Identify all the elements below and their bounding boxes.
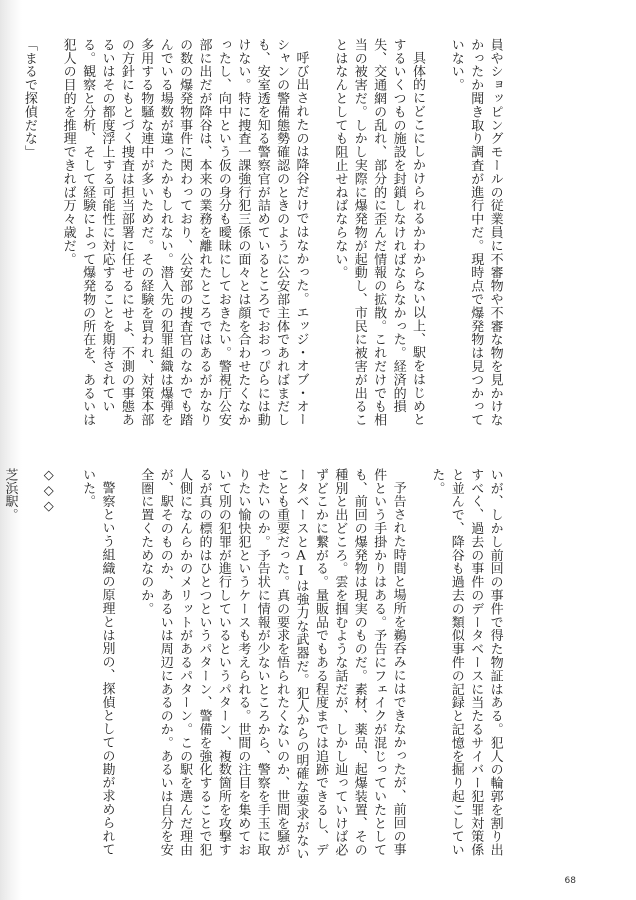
dialogue-line: 「まるで探偵だな」 — [21, 38, 37, 159]
page-number: 68 — [564, 876, 576, 886]
paragraph: 警察という組織の原理とは別の、探偵としての勘が求められていた。 — [80, 468, 115, 857]
section-break: ◇◇◇ — [41, 468, 57, 515]
paragraph: 芝浜駅。 — [2, 468, 18, 522]
paragraph: 具体的にどこにしかけられるかわからない以上、駅をはじめとするいくつもの施設を封鎖しなければならなかった。経済的損失、交通網の乱れ、部分的に歪んだ情報の拡散。これだけでも相当の被害だ。しかし実際に爆発物が起動し、市民に被害が出ることはなんとしても阻止せねばならない。 — [332, 38, 425, 427]
paragraph: 呼び出されたのは降谷だけではなかった。エッジ・オブ・オーシャンの警備態勢確認のときのように公安部主体であればまだしも、安室透を知る警察官が詰めているところでおおっぴらには動けない。特に捜査一課強行犯三係の面々とは顔を合わせたくなかったし、向中という仮の身分も曖昧にしておきたい。警視庁公安部に出だが降谷は、本来の業務を離れたところではあるがかなりの数の爆発物事件に関わっており、公安部の捜査官のなかでも踏んでいる場数が違ったかもしれない。潜入先の犯罪組織は爆弾を多用する物騒な連中が多いためだ。その経験を買われ、対策本部の方針にもとづく捜査は担当部署に任せるにせよ、不測の事態あるいはその都度浮上する可能性に対応することを期待されている。観察と分析、そして経験によって爆発物の所在を、あるいは犯人の目的を推理できれば万々歳だ。 — [60, 38, 309, 427]
paragraph: 員やショッピングモールの従業員に不審物や不審な物を見かけなかったか聞き取り調査が進行中だ。現時点で爆発物は見つかっていない。 — [448, 38, 503, 427]
text-block-upper — [21, 38, 524, 433]
text-block-lower — [2, 468, 524, 863]
paragraph: 予告された時間と場所を鵜呑みにはできなかったが、前回の事件という手掛かりはある。予告にフェイクが混じっていたとしても、前回の爆発物は現実のものだ。素材、薬品、起爆装置、その種別と出どころ。雲を掴むような話だが、しかし辿っていけば必ずどこかに繋がる。量販品でもある程度までは追跡できるし、データベースとAIは強力な武器だ。犯人からの明確な要求がないことも重要だった。真の要求を悟られたくないのか、世間を騒がせたいのか。予告状に情報が少ないところから、警察を手玉に取りたい愉快犯というケースも考えられる。世間の注目を集めておいて別の犯罪が進行しているというパターン、複数箇所を攻撃するが真の標的はひとつというパターン、警備を強化することで犯人側になんらかのメリットがあるパターン。この駅を選んだ理由が、駅そのものか、あるいは周辺にあるのか。あるいは自分を安全圏に置くためなのか。 — [138, 468, 406, 861]
paragraph: いが、しかし前回の事件で得た物証はある。犯人の輪郭を割り出すべく、過去の事件のデータベースに当たるサイバー犯罪対策係と並んで、降谷も過去の類似事件の記録と記憶を掘り起こしていた。 — [429, 468, 503, 857]
